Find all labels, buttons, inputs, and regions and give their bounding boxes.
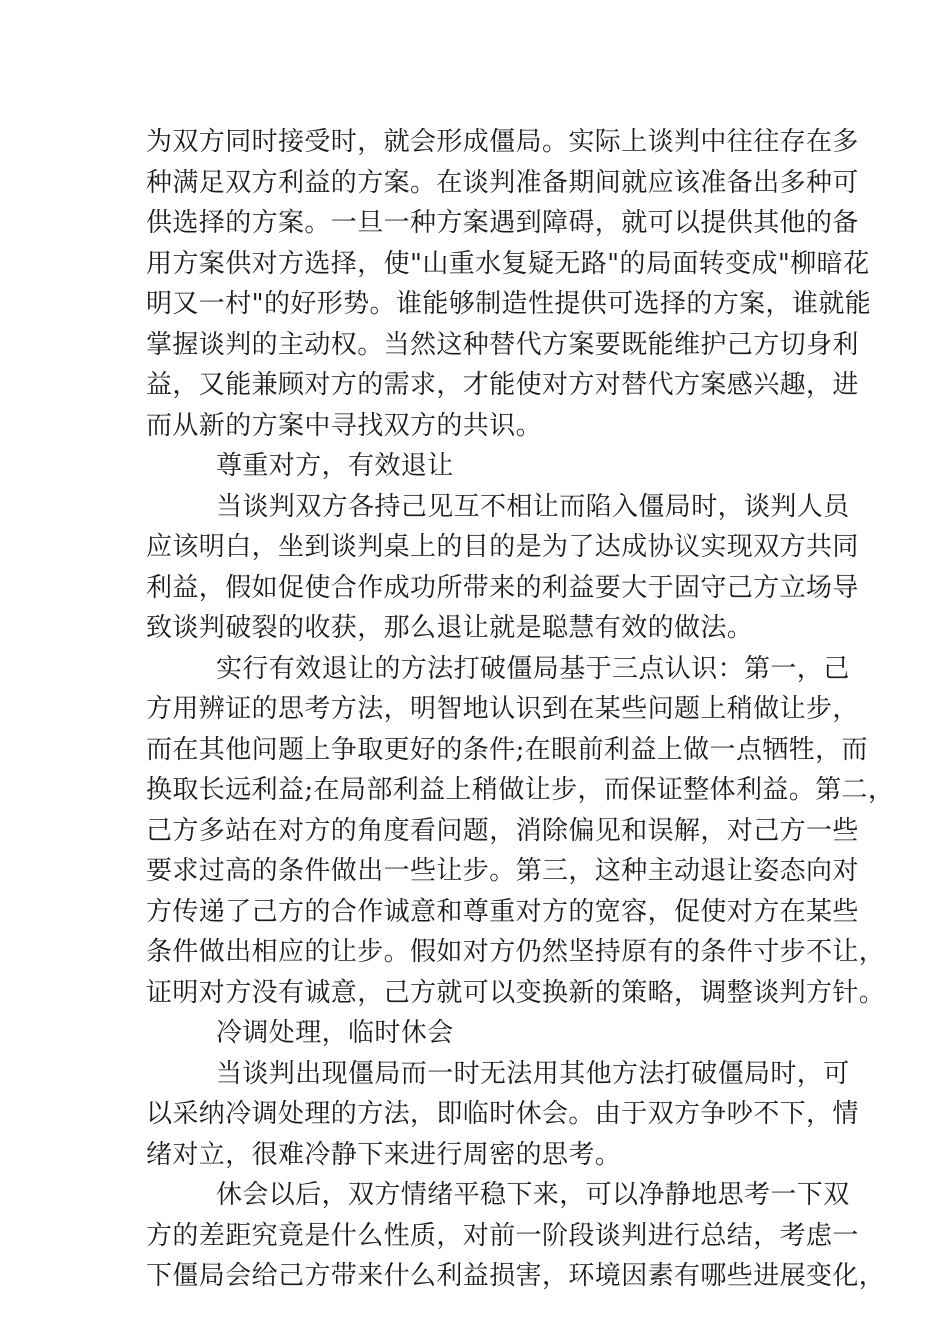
paragraph-line: 证明对方没有诚意，己方就可以变换新的策略，调整谈判方针。 [146, 977, 886, 1008]
paragraph-line-indented: 冷调处理，临时休会 [216, 1018, 454, 1048]
paragraph-line: 利益，假如促使合作成功所带来的利益要大于固守己方立场导 [146, 572, 859, 603]
paragraph-line: 以采纳冷调处理的方法，即临时休会。由于双方争吵不下，情 [146, 1099, 859, 1129]
paragraph-line: 为双方同时接受时，就会形成僵局。实际上谈判中往往存在多 [146, 127, 859, 157]
paragraph-line: 方传递了己方的合作诚意和尊重对方的宽容，促使对方在某些 [146, 896, 859, 927]
paragraph-line: 掌握谈判的主动权。当然这种替代方案要既能维护己方切身利 [146, 329, 859, 360]
paragraph-line-indented: 当谈判双方各持己见互不相让而陷入僵局时，谈判人员 [216, 491, 850, 522]
paragraph-line-indented: 实行有效退让的方法打破僵局基于三点认识：第一，己 [216, 653, 850, 684]
paragraph-line: 而在其他问题上争取更好的条件;在眼前利益上做一点牺牲，而 [146, 734, 868, 765]
paragraph-line: 下僵局会给己方带来什么利益损害，环境因素有哪些进展变化， [146, 1261, 886, 1291]
paragraph-line: 致谈判破裂的收获，那么退让就是聪慧有效的做法。 [146, 613, 754, 643]
paragraph-line-indented: 尊重对方，有效退让 [216, 451, 454, 481]
paragraph-line: 方的差距究竟是什么性质，对前一阶段谈判进行总结，考虑一 [146, 1220, 859, 1251]
paragraph-line: 用方案供对方选择，使"山重水复疑无路"的局面转变成"柳暗花 [146, 248, 870, 279]
paragraph-line: 而从新的方案中寻找双方的共识。 [146, 410, 543, 441]
paragraph-line: 种满足双方利益的方案。在谈判准备期间就应该准备出多种可 [146, 167, 859, 198]
paragraph-line: 益，又能兼顾对方的需求，才能使对方对替代方案感兴趣，进 [146, 370, 859, 400]
paragraph-line: 应该明白，坐到谈判桌上的目的是为了达成协议实现双方共同 [146, 532, 859, 562]
paragraph-line: 供选择的方案。一旦一种方案遇到障碍，就可以提供其他的备 [146, 208, 859, 238]
paragraph-line: 明又一村"的好形势。谁能够制造性提供可选择的方案，谁就能 [146, 289, 872, 319]
paragraph-line: 要求过高的条件做出一些让步。第三，这种主动退让姿态向对 [146, 856, 859, 886]
paragraph-line: 方用辨证的思考方法，明智地认识到在某些问题上稍做让步， [146, 694, 859, 724]
paragraph-line: 条件做出相应的让步。假如对方仍然坚持原有的条件寸步不让， [146, 937, 886, 967]
document-body [146, 122, 895, 1297]
paragraph-line: 换取长远利益;在局部利益上稍做让步，而保证整体利益。第二， [146, 775, 895, 805]
paragraph-line-indented: 当谈判出现僵局而一时无法用其他方法打破僵局时，可 [216, 1058, 850, 1089]
paragraph-line: 己方多站在对方的角度看问题，消除偏见和误解，对己方一些 [146, 815, 859, 846]
paragraph-line: 绪对立，很难冷静下来进行周密的思考。 [146, 1139, 622, 1170]
paragraph-line-indented: 休会以后，双方情绪平稳下来，可以净静地思考一下双 [216, 1180, 850, 1210]
